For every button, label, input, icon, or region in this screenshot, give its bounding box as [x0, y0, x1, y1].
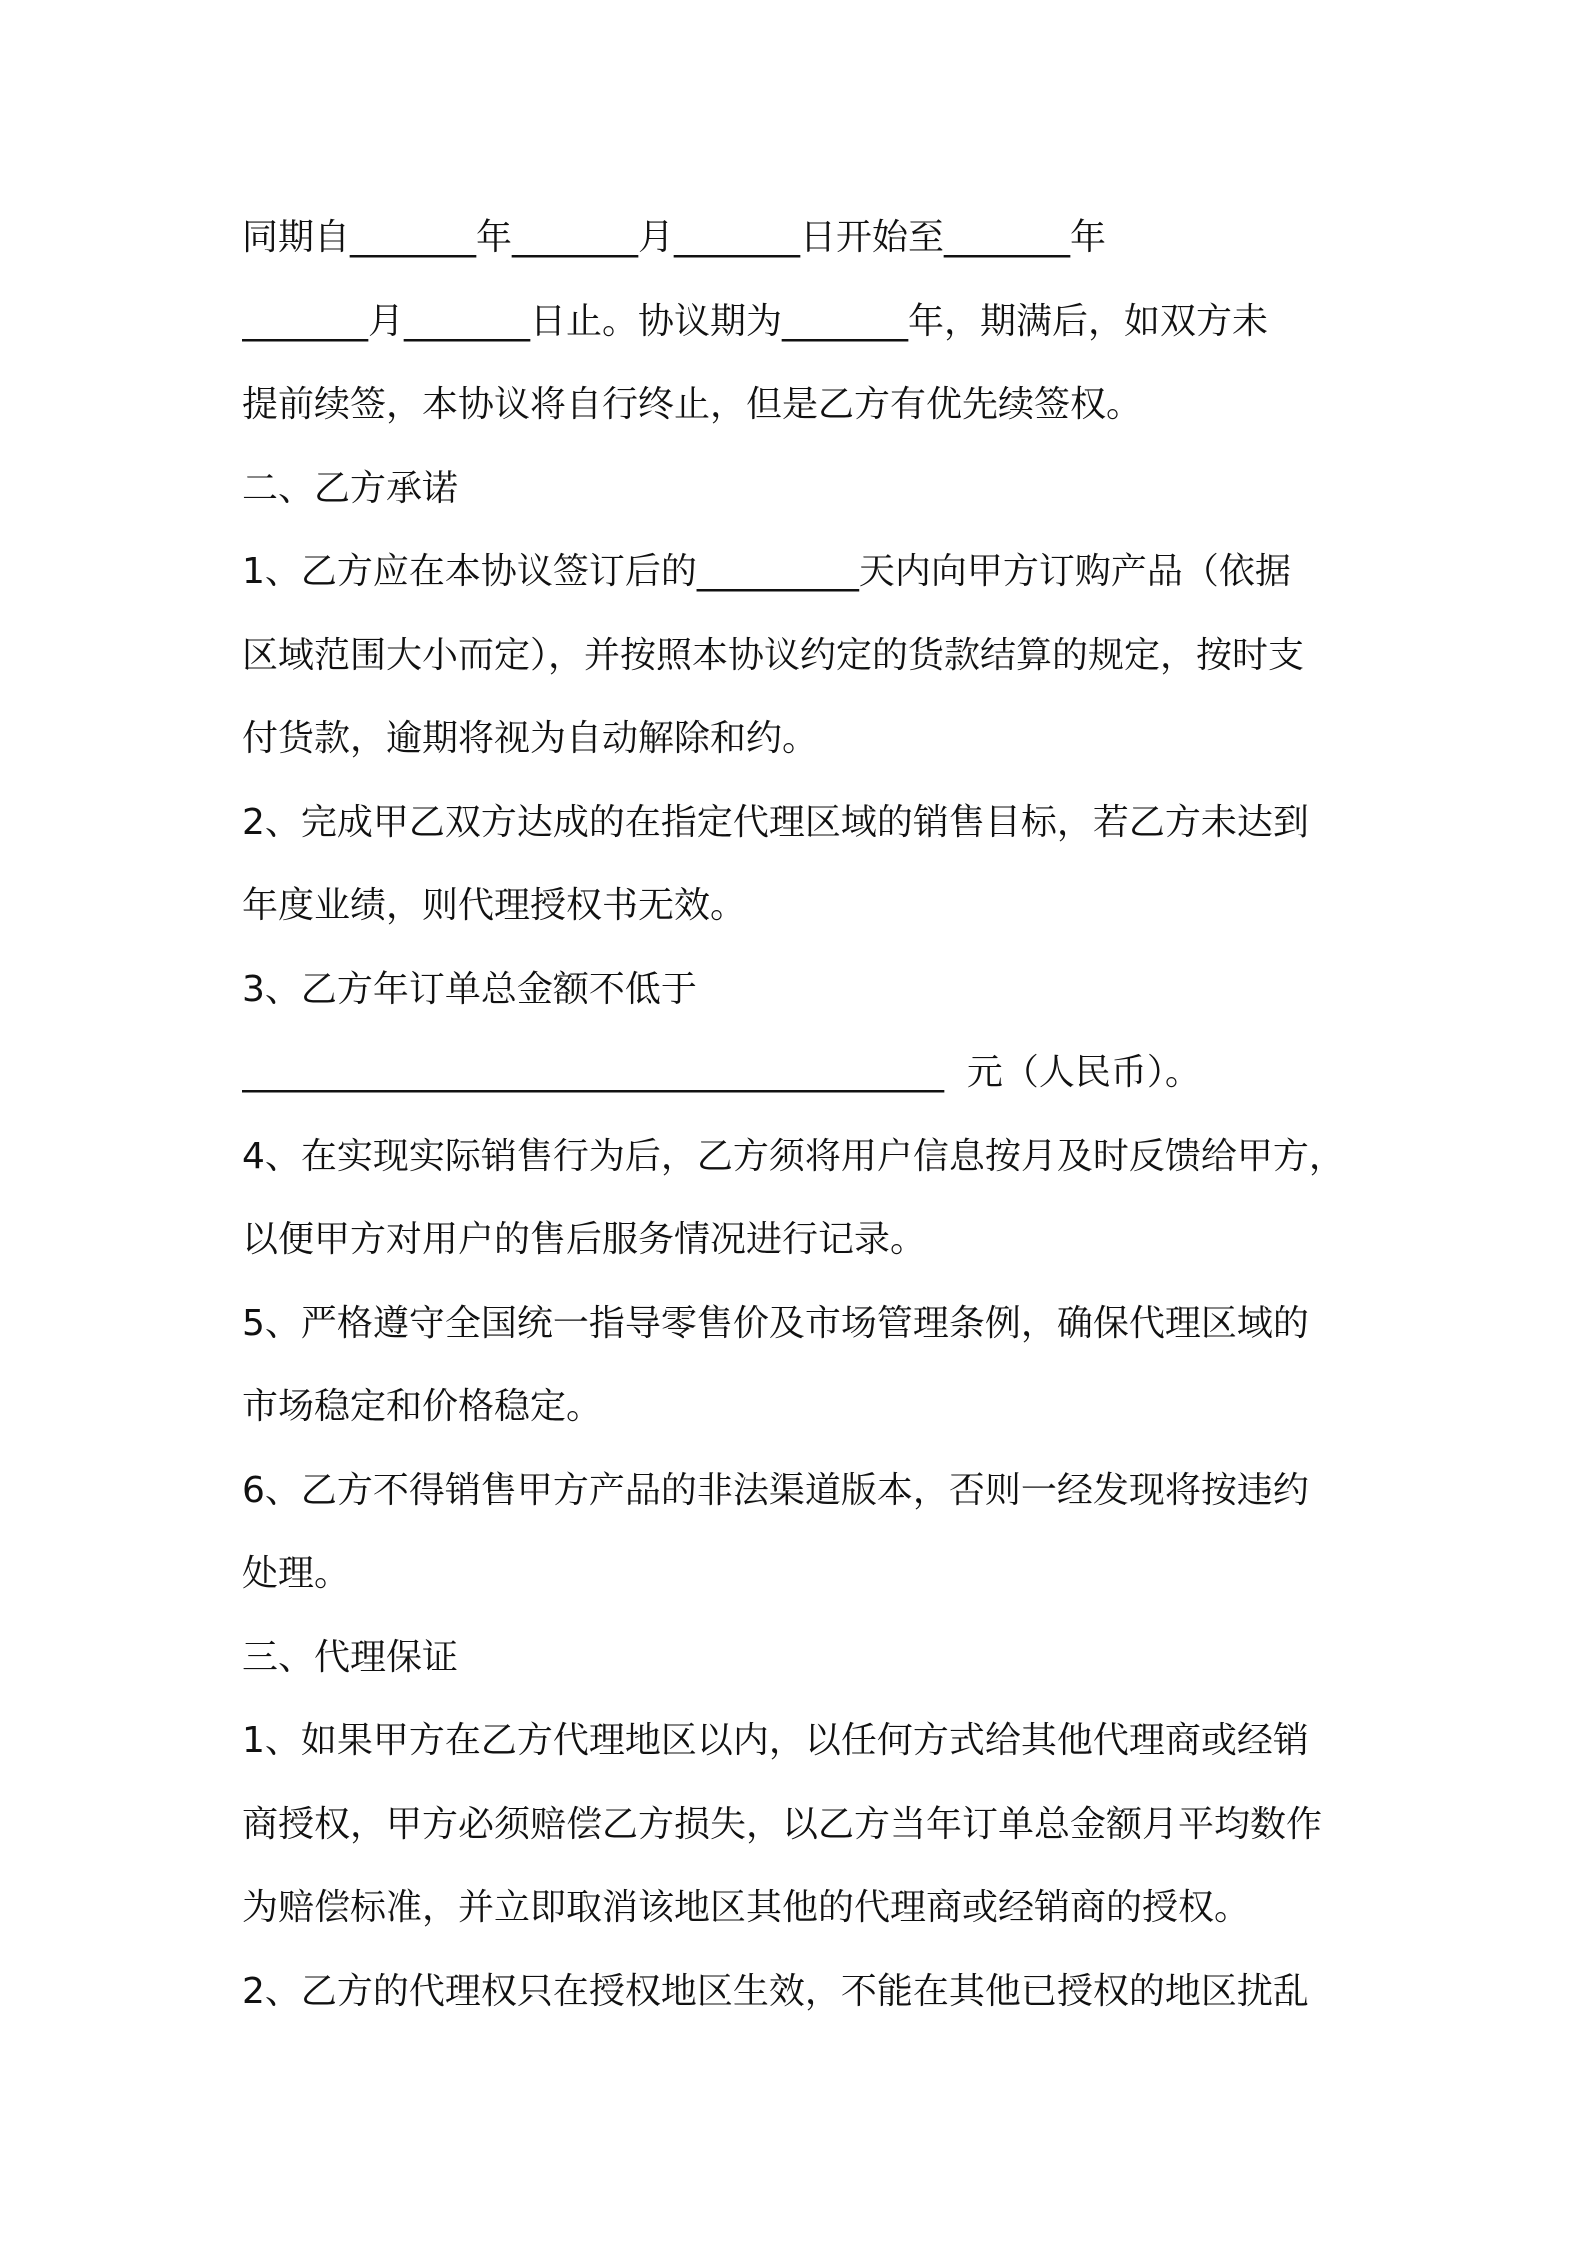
clause-2-4-line-1: 4、在实现实际销售行为后，乙方须将用户信息按月及时反馈给甲方，	[242, 1135, 1345, 1177]
clause-2-1-line-2: 区域范围大小而定），并按照本协议约定的货款结算的规定，按时支	[242, 634, 1305, 676]
clause-2-1-line-3: 付货款，逾期将视为自动解除和约。	[242, 718, 819, 759]
clause-2-6-line-1: 6、乙方不得销售甲方产品的非法渠道版本，否则一经发现将按违约	[242, 1469, 1309, 1511]
clause-2-2-line-1: 2、完成甲乙双方达成的在指定代理区域的销售目标，若乙方未达到	[242, 801, 1309, 843]
term-period-line-3: 提前续签，本协议将自行终止，但是乙方有优先续签权。	[242, 384, 1143, 425]
clause-3-1-line-1: 1、如果甲方在乙方代理地区以内，以任何方式给其他代理商或经销	[242, 1720, 1309, 1761]
term-period-line-1: 同期自_______年_______月_______日开始至_______年	[242, 217, 1107, 258]
clause-2-2-line-2: 年度业绩，则代理授权书无效。	[242, 885, 747, 926]
term-period-line-2: _______月_______日止。协议期为_______年，期满后，如双方未	[242, 300, 1269, 342]
clause-2-3-line-2: _______________________________________ 元（人民币）。	[242, 1052, 1201, 1093]
section-heading-agency-guarantee: 三、代理保证	[242, 1636, 459, 1678]
section-heading-party-b-commitments: 二、乙方承诺	[242, 467, 459, 509]
clause-2-4-line-2: 以便甲方对用户的售后服务情况进行记录。	[242, 1219, 927, 1260]
clause-2-3-line-1: 3、乙方年订单总金额不低于	[242, 968, 697, 1010]
clause-3-1-line-2: 商授权，甲方必须赔偿乙方损失，以乙方当年订单总金额月平均数作	[242, 1803, 1323, 1845]
clause-3-2-line-1: 2、乙方的代理权只在授权地区生效，不能在其他已授权的地区扰乱	[242, 1970, 1309, 2012]
clause-2-5-line-1: 5、严格遵守全国统一指导零售价及市场管理条例，确保代理区域的	[242, 1302, 1309, 1344]
document-body	[242, 196, 1372, 2033]
clause-2-5-line-2: 市场稳定和价格稳定。	[242, 1386, 603, 1427]
clause-3-1-line-3: 为赔偿标准，并立即取消该地区其他的代理商或经销商的授权。	[242, 1887, 1251, 1928]
clause-2-6-line-2: 处理。	[242, 1553, 351, 1594]
clause-2-1-line-1: 1、乙方应在本协议签订后的_________天内向甲方订购产品（依据	[242, 551, 1291, 592]
